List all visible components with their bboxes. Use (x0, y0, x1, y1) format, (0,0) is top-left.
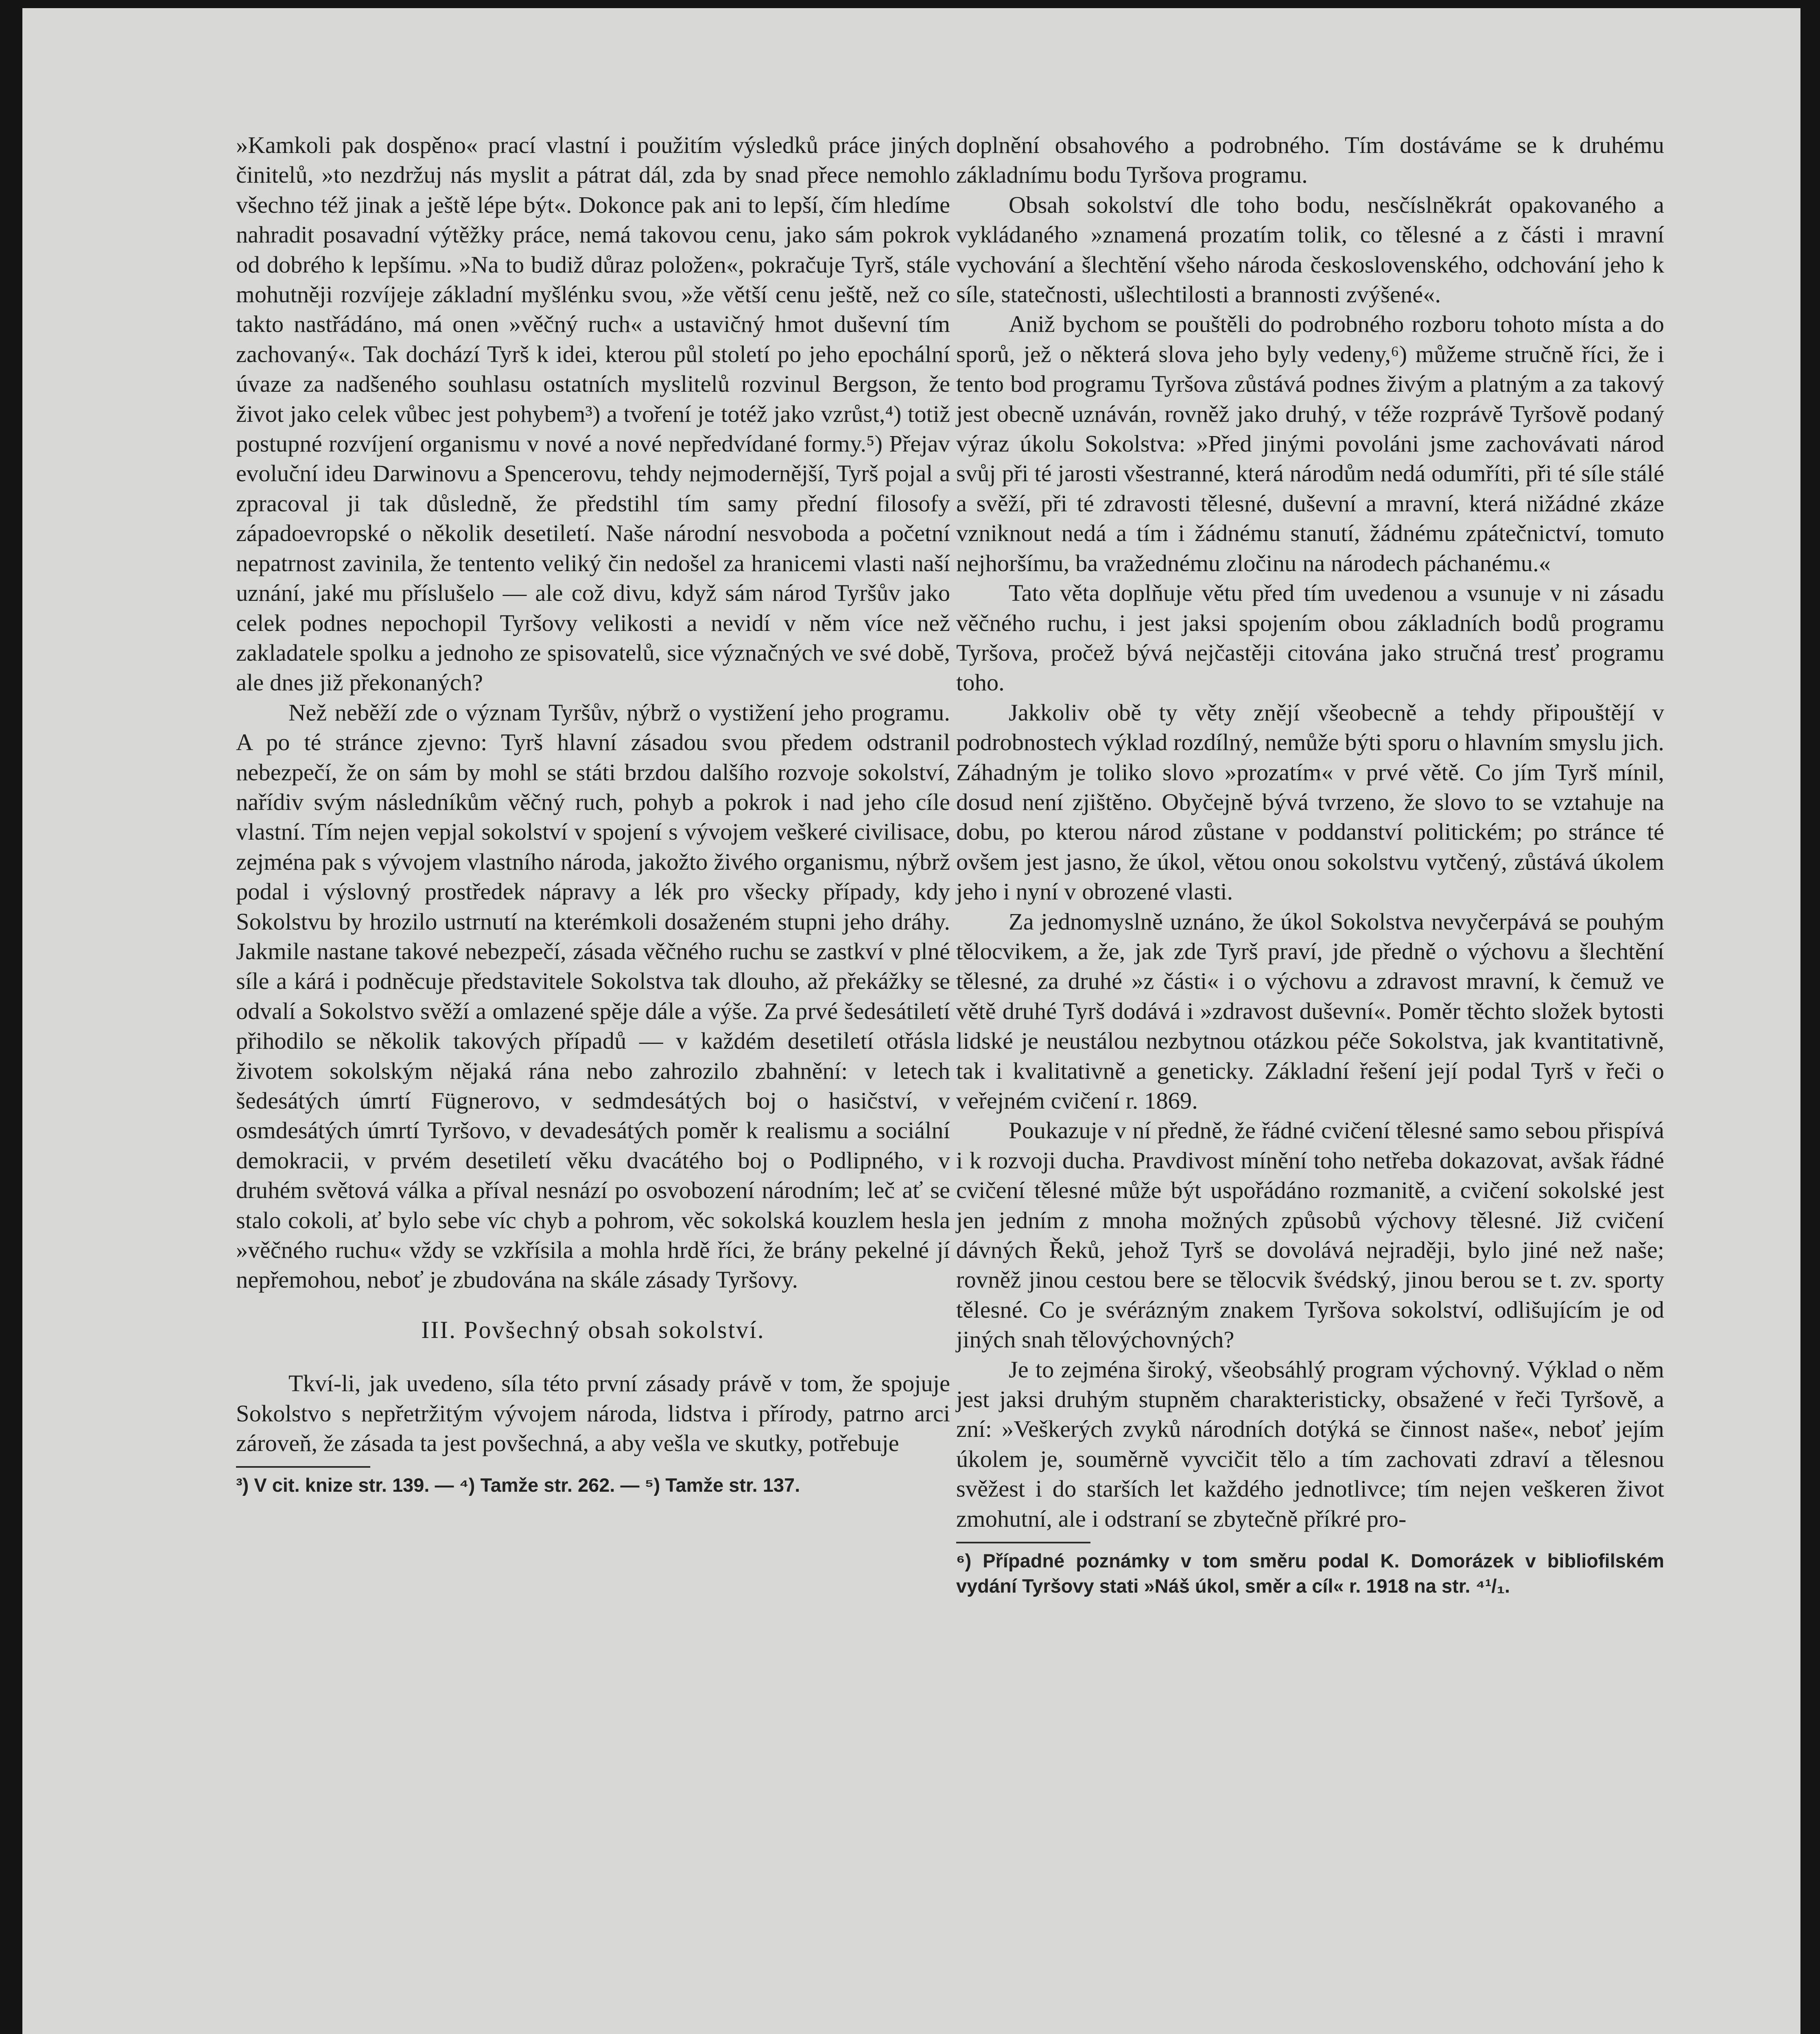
right-column (956, 130, 1664, 1599)
left-column (236, 130, 950, 1498)
paragraph: Aniž bychom se pouštěli do podrobného rozboru tohoto místa a do sporů, jež o některá slova jeho byly vedeny,⁶) můžeme stručně říci, že i tento bod programu Tyršova zůstává podnes živým a platným a za takový jest obecně uznáván, rovněž jako druhý, v téže rozprávě Tyršově podaný výraz úkolu Sokolstva: »Před jinými povoláni jsme zachovávati národ svůj při té jarosti všestranné, která národům nedá odumříti, při té síle stálé a svěží, při té zdravosti tělesné, duševní a mravní, která nižádné zkáze vzniknout nedá a tím i žádnému stanutí, žádnému zpátečnictví, tomuto nejhoršímu, ba vražednému zločinu na národech páchanému.« (956, 311, 1664, 576)
paragraph: Je to zejména široký, všeobsáhlý program výchovný. Výklad o něm jest jaksi druhým stupněm charakteristicky, obsažené v řeči Tyršově, a zní: »Veškerých zvyků národních dotýká se činnost naše«, neboť jejím úkolem je, souměrně vyvcičit tělo a tím zachovati zdraví a tělesnou svěžest i do starších let každého jednotlivce; tím nejen veškeren život zmohutní, ale i odstraní se zbytečně příkré pro- (956, 1356, 1664, 1532)
paragraph: Obsah sokolství dle toho bodu, nesčíslněkrát opakovaného a vykládaného »znamená prozatím tolik, co tělesné a z části i mravní vychování a šlechtění všeho národa československého, odchování jeho k síle, statečnosti, ušlechtilosti a brannosti zvýšené«. (956, 191, 1664, 308)
footnote: ⁶) Případné poznámky v tom směru podal K. Domorázek v bibliofilském vydání Tyršovy stati »Náš úkol, směr a cíl« r. 1918 na str. ⁴¹/₁. (956, 1550, 1664, 1597)
section-heading: III. Povšechný obsah sokolství. (421, 1316, 765, 1343)
footnote: ³) V cit. knize str. 139. — ⁴) Tamže str. 262. — ⁵) Tamže str. 137. (236, 1474, 800, 1496)
footnote-divider (236, 1466, 370, 1468)
paragraph: Za jednomyslně uznáno, že úkol Sokolstva nevyčerpává se pouhým tělocvikem, a že, jak zde Tyrš praví, jde předně o výchovu a šlechtění tělesné, za druhé »z části« i o výchovu a zdravost mravní, k čemuž ve větě druhé Tyrš dodává i »zdravost duševní«. Poměr těchto složek bytosti lidské je neustálou nezbytnou otázkou péče Sokolstva, jak kvantitativně, tak i kvalitativně a geneticky. Základní řešení její podal Tyrš v řeči o veřejném cvičení r. 1869. (956, 908, 1664, 1114)
paragraph: Tato věta doplňuje větu před tím uvedenou a vsunuje v ni zásadu věčného ruchu, i jest jaksi spojením obou základních bodů programu Tyršova, pročež bývá nejčastěji citována jako stručná tresť programu toho. (956, 580, 1664, 696)
paragraph: Jakkoliv obě ty věty znějí všeobecně a tehdy připouštějí v podrobnostech výklad rozdílný, nemůže býti sporu o hlavním smyslu jich. Záhadným je toliko slovo »prozatím« v prvé větě. Co jím Tyrš mínil, dosud není zjištěno. Obyčejně bývá tvrzeno, že slovo to se vztahuje na dobu, po kterou národ zůstane v poddanství politickém; po stránce té ovšem jest jasno, že úkol, větou onou sokolstvu vytčený, zůstává úkolem jeho i nyní v obrozené vlasti. (956, 699, 1664, 905)
paragraph: Tkví-li, jak uvedeno, síla této první zásady právě v tom, že spojuje Sokolstvo s nepřetržitým vývojem národa, lidstva i přírody, patrno arci zároveň, že zásada ta jest povšechná, a aby vešla ve skutky, potřebuje (236, 1370, 950, 1457)
paragraph: Než neběží zde o význam Tyršův, nýbrž o vystižení jeho programu. A po té stránce zjevno: Tyrš hlavní zásadou svou předem odstranil nebezpečí, že on sám by mohl se státi brzdou dalšího rozvoje sokolství, nařídiv svým následníkům věčný ruch, pohyb a pokrok i nad jeho cíle vlastní. Tím nejen vepjal sokolství v spojení s vývojem veškeré civilisace, zejména pak s vývojem vlastního národa, jakožto živého organismu, nýbrž podal i výslovný prostředek nápravy a lék pro všecky případy, kdy Sokolstvu by hrozilo ustrnutí na kterémkoli dosaženém stupni jeho dráhy. Jakmile nastane takové nebezpečí, zásada věčného ruchu se zastkví v plné síle a kárá i podněcuje představitele Sokolstva tak dlouho, až překážky se odvalí a Sokolstvo svěží a omlazené spěje dále a výše. Za prvé šedesátiletí přihodilo se několik takových případů — v každém desetiletí otřásla životem sokolským nějaká rána nebo zahrozilo zbahnění: v letech šedesátých úmrtí Fügnerovo, v sedmdesátých boj o hasičství, v osmdesátých úmrtí Tyršovo, v devadesátých poměr k realismu a sociální demokracii, v prvém desetiletí věku dvacátého boj o Podlipného, v druhém světová válka a příval nesnází po osvobození národním; leč ať se stalo cokoli, ať bylo sebe víc chyb a pohrom, věc sokolská kouzlem hesla »věčného ruchu« vždy se vzkřísila a mohla hrdě říci, že brány pekelné jí nepřemohou, neboť je zbudována na skále zásady Tyršovy. (236, 699, 950, 1293)
paragraph: Poukazuje v ní předně, že řádné cvičení tělesné samo sebou přispívá i k rozvoji ducha. Pravdivost mínění toho netřeba dokazovat, avšak řádné cvičení tělesné může být uspořádáno rozmanitě, a cvičení sokolské jest jen jedním z mnoha možných způsobů výchovy tělesné. Již cvičení dávných Řeků, jehož Tyrš se dovolává nejraději, bylo jiné než naše; rovněž jinou cestou bere se tělocvik švédský, jinou berou se t. zv. sporty tělesné. Co je svérázným znakem Tyršova sokolství, odlišujícím je od jiných snah tělovýchovných? (956, 1117, 1664, 1353)
paragraph: doplnění obsahového a podrobného. Tím dostáváme se k druhému základnímu bodu Tyršova programu. (956, 132, 1664, 188)
book-page (22, 8, 1800, 2034)
paragraph: »Kamkoli pak dospěno« prací vlastní i použitím výsledků práce jiných činitelů, »to nezdržuj nás myslit a pátrat dál, zda by snad přece nemohlo všechno též jinak a ještě lépe být«. Dokonce pak ani to lepší, čím hledíme nahradit posavadní výtěžky práce, nemá takovou cenu, jako sám pokrok od dobrého k lepšímu. »Na to budiž důraz položen«, pokračuje Tyrš, stále mohutněji rozvíjeje základní myšlénku svou, »že větší cenu ještě, než co takto nastřádáno, má onen »věčný ruch« a ustavičný hmot duševní tím zachovaný«. Tak dochází Tyrš k idei, kterou půl století po jeho epochální úvaze za nadšeného souhlasu ostatních myslitelů rozvinul Bergson, že život jako celek vůbec jest pohybem³) a tvoření je totéž jako vzrůst,⁴) totiž postupné rozvíjení organismu v nové a nové nepředvídané formy.⁵) Přejav evoluční ideu Darwinovu a Spencerovu, tehdy nejmodernější, Tyrš pojal a zpracoval ji tak důsledně, že předstihl tím samy přední filosofy západoevropské o několik desetiletí. Naše národní nesvoboda a početní nepatrnost zavinila, že tentento veliký čin nedošel za hranicemi vlasti naší uznání, jaké mu příslušelo — ale což divu, když sám národ Tyršův jako celek podnes nepochopil Tyršovy velikosti a nevidí v něm více než zakladatele spolku a jednoho ze spisovatelů, sice význačných ve své době, ale dnes již překonaných? (236, 132, 950, 696)
footnote-divider (956, 1542, 1090, 1543)
